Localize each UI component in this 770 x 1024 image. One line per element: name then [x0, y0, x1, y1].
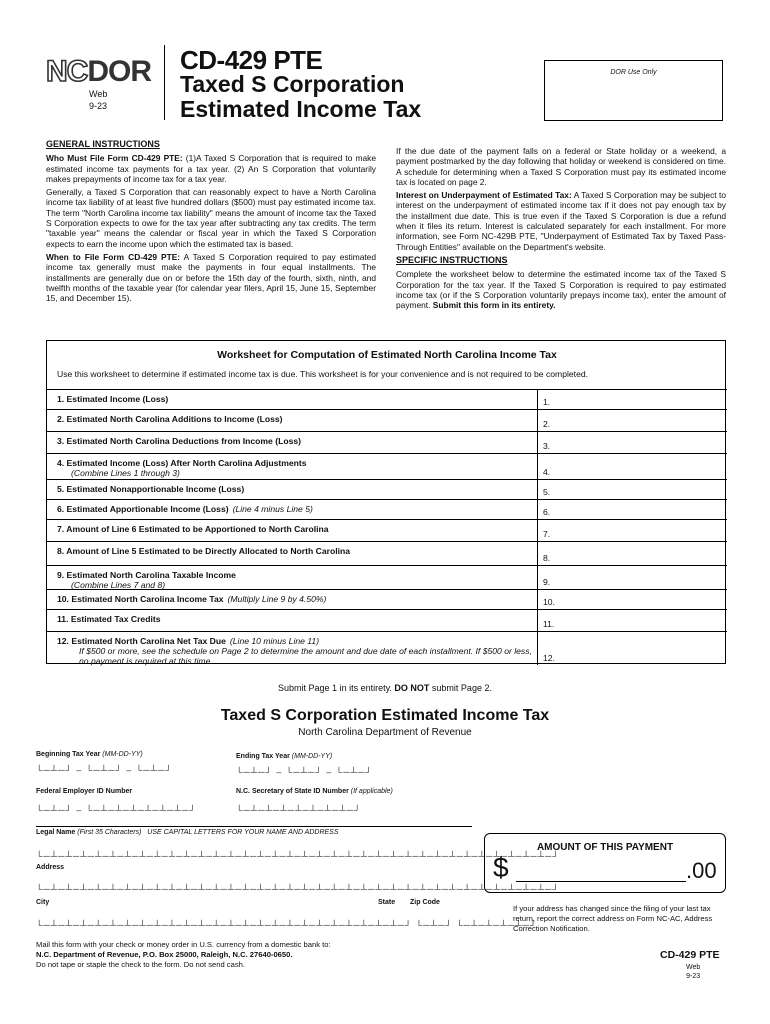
- worksheet-line-7: [47, 519, 727, 541]
- when-bold: When to File Form CD-429 PTE:: [46, 251, 181, 262]
- web-label: Web: [89, 89, 108, 99]
- specific-text: [396, 269, 726, 310]
- worksheet-line-number: 3.: [543, 441, 551, 451]
- worksheet-line-5: [47, 479, 727, 499]
- worksheet-line-text: 8. Amount of Line 5 Estimated to be Directly Allocated to North Carolina: [57, 546, 351, 556]
- end-label-text: Ending Tax Year: [236, 753, 290, 760]
- mailing-instructions: [36, 940, 476, 970]
- voucher-title: Taxed S Corporation Estimated Income Tax: [220, 707, 550, 724]
- ending-tax-year-label: [236, 753, 332, 760]
- address-change-note: If your address has changed since the filing of your last tax return, report the correct address on Form NC-AC, Address Correction Notification.: [513, 904, 713, 933]
- form-number: CD-429 PTE: [180, 45, 323, 75]
- instructions-right: [396, 146, 726, 313]
- worksheet-line-note: (Line 4 minus Line 5): [232, 504, 313, 514]
- form-title-line2: Estimated Income Tax: [180, 96, 422, 122]
- worksheet-line-12: [47, 631, 727, 665]
- web-version-tag: [89, 88, 107, 112]
- worksheet-line-note: (Combine Lines 1 through 3): [71, 468, 180, 478]
- worksheet-line-text: 9. Estimated North Carolina Taxable Income: [57, 570, 236, 580]
- end-format: (MM-DD-YY): [291, 753, 333, 760]
- form-title: [180, 72, 421, 122]
- mail-line1: Mail this form with your check or money order in U.S. currency from a domestic bank to:: [36, 940, 331, 949]
- worksheet-line-2: [47, 409, 727, 431]
- mail-line3: Do not tape or staple the check to the form. Do not send cash.: [36, 960, 245, 969]
- worksheet-line-label: [57, 394, 537, 404]
- worksheet-line-label: [57, 524, 537, 534]
- worksheet-line-number: 1.: [543, 397, 551, 407]
- worksheet-line-label: [57, 458, 537, 478]
- general-instructions: [46, 139, 376, 306]
- worksheet-title: Worksheet for Computation of Estimated North Carolina Income Tax: [217, 349, 557, 361]
- amount-field[interactable]: [516, 881, 686, 882]
- logo-dor: DOR: [87, 55, 152, 88]
- worksheet-amount-field[interactable]: [537, 500, 727, 519]
- worksheet-amount-field[interactable]: [537, 566, 727, 589]
- worksheet-line-label: [57, 504, 537, 514]
- footer-web-label: Web: [686, 964, 701, 971]
- worksheet-line-text: 2. Estimated North Carolina Additions to Income (Loss): [57, 414, 283, 424]
- worksheet-line-number: 2.: [543, 419, 551, 429]
- worksheet-amount-field[interactable]: [537, 454, 727, 479]
- address-field[interactable]: └─┴─┴─┴─┴─┴─┴─┴─┴─┴─┴─┴─┴─┴─┴─┴─┴─┴─┴─┴─┴─┴─┴─┴─┴─┴─┴─┴─┴─┴─┴─┴─┴─┴─┴─┘: [36, 884, 560, 894]
- worksheet-line-8: [47, 541, 727, 565]
- worksheet-line-label: [57, 546, 537, 556]
- generally-text: Generally, a Taxed S Corporation that can reasonably expect to have a North Carolina income tax liability of at least five hundred dollars ($500) must pay estimated income tax. The term "North Carolina income tax liability" means the amount of income tax the Taxed S Corporation expects to owe for the tax year after subtracting any tax credits. The term "taxable year" means the calendar or fiscal year in which the Taxed S Corporation expects to earn the income upon which the estimated tax is based.: [46, 187, 376, 249]
- legal-note: (First 35 Characters): [77, 829, 142, 836]
- zip-label: Zip Code: [410, 899, 440, 906]
- worksheet-amount-field[interactable]: [537, 390, 727, 409]
- worksheet-line-number: 12.: [543, 653, 555, 663]
- sos-note: (If applicable): [350, 788, 393, 795]
- worksheet-line-note: (Combine Lines 7 and 8): [71, 580, 166, 590]
- worksheet-line-number: 6.: [543, 507, 551, 517]
- footer-form-number: CD-429 PTE: [660, 949, 720, 961]
- worksheet-line-number: 7.: [543, 529, 551, 539]
- worksheet-line-label: [57, 614, 537, 624]
- beginning-tax-year-field[interactable]: └─┴─┘ – └─┴─┘ – └─┴─┘: [36, 765, 173, 775]
- worksheet-line-text: 4. Estimated Income (Loss) After North Carolina Adjustments: [57, 458, 307, 468]
- city-label: City: [36, 899, 50, 906]
- who-bold: Who Must File Form CD-429 PTE:: [46, 153, 183, 164]
- begin-format: (MM-DD-YY): [102, 751, 143, 758]
- worksheet-line-text: 1. Estimated Income (Loss): [57, 394, 169, 404]
- worksheet-line-text: 3. Estimated North Carolina Deductions from Income (Loss): [57, 436, 302, 446]
- worksheet-line-number: 11.: [543, 619, 555, 629]
- worksheet-line-11: [47, 609, 727, 631]
- worksheet-line-number: 10.: [543, 597, 555, 607]
- amount-label: AMOUNT OF THIS PAYMENT: [536, 842, 674, 853]
- interest-underpayment: [396, 190, 726, 252]
- worksheet-line-number: 8.: [543, 553, 551, 563]
- when-text: A Taxed S Corporation required to pay estimated income tax generally must make the payments in four equal installments. The installments are generally due on or before the 15th day of the fourth, sixth, ninth, and twelfth months of the taxable year (for calendar year filers, April 15, June 15, September 15, and December 15).: [46, 251, 376, 304]
- worksheet-amount-field[interactable]: [537, 632, 727, 665]
- ending-tax-year-field[interactable]: └─┴─┘ – └─┴─┘ – └─┴─┘: [236, 767, 373, 777]
- legal-name-rule: [36, 826, 472, 827]
- interest-bold: Interest on Underpayment of Estimated Tax:: [396, 190, 572, 201]
- state-label: State: [378, 899, 396, 906]
- dor-use-label: DOR Use Only: [610, 69, 657, 76]
- worksheet-line-1: [47, 389, 727, 409]
- fein-label: Federal Employer ID Number: [36, 788, 133, 795]
- submit-pre: Submit Page 1 in its entirety.: [278, 683, 395, 693]
- who-text: (1)A Taxed S Corporation that is required to make estimated income tax payments for a tax year. (2) An S Corporation that voluntarily makes prepayments of income tax for a tax year.: [46, 153, 376, 184]
- legal-name-field[interactable]: └─┴─┴─┴─┴─┴─┴─┴─┴─┴─┴─┴─┴─┴─┴─┴─┴─┴─┴─┴─┴─┴─┴─┴─┴─┴─┴─┴─┴─┴─┴─┴─┴─┴─┴─┘: [36, 851, 560, 861]
- worksheet-line-text: 5. Estimated Nonapportionable Income (Loss): [57, 484, 245, 494]
- sos-id-label: [236, 788, 393, 795]
- worksheet-line-10: [47, 589, 727, 609]
- worksheet-amount-field[interactable]: [537, 542, 727, 565]
- holiday-text: If the due date of the payment falls on a federal or State holiday or a weekend, a payment postmarked by the day following that holiday or weekend is considered on time. A schedule for determining when a Taxed S Corporation must pay its estimated income tax is located on page 2.: [396, 146, 726, 187]
- legal-caps-note: USE CAPITAL LETTERS FOR YOUR NAME AND ADDRESS: [147, 829, 339, 836]
- worksheet-amount-field[interactable]: [537, 610, 727, 631]
- interest-text: A Taxed S Corporation may be subject to interest on the underpayment of estimated income tax if it does not pay enough tax by the installment due date. This is true even if the Taxed S Corporation is due a refund when it files its return. Interest is calculated separately for each installment. For more information, see Form NC-429B PTE, "Underpayment of Estimated Tax by Taxed Pass-Through Entities" available on the Department's website.: [396, 190, 726, 252]
- worksheet-amount-field[interactable]: [537, 432, 727, 453]
- specific-heading: SPECIFIC INSTRUCTIONS: [396, 254, 508, 265]
- worksheet-line-text: 11. Estimated Tax Credits: [57, 614, 161, 624]
- address-label: Address: [36, 864, 65, 871]
- footer-version: [686, 963, 700, 981]
- version-label: 9-23: [89, 101, 108, 111]
- general-heading: GENERAL INSTRUCTIONS: [46, 139, 160, 149]
- sos-id-field[interactable]: └─┴─┴─┴─┴─┴─┴─┴─┘: [236, 805, 362, 815]
- fein-field[interactable]: └─┴─┘ – └─┴─┴─┴─┴─┴─┴─┘: [36, 805, 197, 815]
- dor-use-only-box: [544, 60, 723, 121]
- footer-version-label: 9-23: [686, 973, 701, 980]
- header-divider: [164, 45, 165, 120]
- legal-label-text: Legal Name: [36, 829, 76, 836]
- cents-label: .00: [686, 858, 717, 883]
- worksheet-line-number: 5.: [543, 487, 551, 497]
- submit-note: [0, 683, 770, 693]
- worksheet-amount-field[interactable]: [537, 410, 727, 431]
- who-must-file: [46, 153, 376, 184]
- specific-bold-end: Submit this form in its entirety.: [432, 300, 556, 311]
- logo-nc: NC: [46, 55, 88, 88]
- worksheet-line-label: [57, 484, 537, 494]
- worksheet-line-number: 4.: [543, 467, 551, 477]
- worksheet-line-text: 10. Estimated North Carolina Income Tax: [57, 594, 224, 604]
- worksheet-line-note2: If $500 or more, see the schedule on Page 2 to determine the amount and due date of each installment. If $500 or less, no payment is required at this time.: [79, 646, 532, 666]
- worksheet-line-text: 6. Estimated Apportionable Income (Loss): [57, 504, 229, 514]
- ncdor-logo: [46, 55, 151, 89]
- worksheet-line-label: [57, 594, 537, 604]
- voucher-subtitle: North Carolina Department of Revenue: [298, 727, 472, 738]
- worksheet-line-note: (Multiply Line 9 by 4.50%): [227, 594, 327, 604]
- worksheet-line-9: [47, 565, 727, 589]
- worksheet-line-4: [47, 453, 727, 479]
- begin-label-text: Beginning Tax Year: [36, 751, 101, 758]
- dollar-sign: $: [493, 852, 509, 883]
- worksheet-line-6: [47, 499, 727, 519]
- worksheet-line-label: [57, 436, 537, 446]
- form-title-line1: Taxed S Corporation: [180, 71, 405, 97]
- worksheet-amount-field[interactable]: [537, 590, 727, 609]
- worksheet-line-3: [47, 431, 727, 453]
- worksheet-line-text: 7. Amount of Line 6 Estimated to be Apportioned to North Carolina: [57, 524, 329, 534]
- submit-bold: DO NOT: [394, 683, 430, 693]
- worksheet-amount-field[interactable]: [537, 520, 727, 541]
- when-to-file: [46, 252, 376, 303]
- specific-body: Complete the worksheet below to determine the estimated income tax of the Taxed S Corporation for the tax year. If the Taxed S Corporation is required to pay estimated income tax (or if the S Corporation voluntarily prepays income tax), enter the amount of payment.: [396, 269, 726, 311]
- beginning-tax-year-label: [36, 751, 143, 758]
- mail-line2: N.C. Department of Revenue, P.O. Box 25000, Raleigh, N.C. 27640-0650.: [36, 950, 293, 959]
- legal-name-label: [36, 829, 339, 836]
- worksheet-line-label: [57, 570, 537, 590]
- city-state-zip-field[interactable]: └─┴─┴─┴─┴─┴─┴─┴─┴─┴─┴─┴─┴─┴─┴─┴─┴─┴─┴─┴─┴─┴─┴─┴─┴─┘ └─┴─┘ └─┴─┴─┴─┴─┘: [36, 920, 538, 930]
- worksheet-line-label: [57, 414, 537, 424]
- worksheet: [46, 340, 726, 664]
- worksheet-intro: Use this worksheet to determine if estimated income tax is due. This worksheet is for your convenience and is not required to be completed.: [57, 369, 589, 379]
- sos-label-text: N.C. Secretary of State ID Number: [236, 788, 349, 795]
- worksheet-line-number: 9.: [543, 577, 551, 587]
- worksheet-line-note: (Line 10 minus Line 11): [229, 636, 320, 646]
- worksheet-line-label: [57, 636, 537, 666]
- submit-post: submit Page 2.: [429, 683, 492, 693]
- worksheet-line-text: 12. Estimated North Carolina Net Tax Due: [57, 636, 226, 646]
- worksheet-amount-field[interactable]: [537, 480, 727, 499]
